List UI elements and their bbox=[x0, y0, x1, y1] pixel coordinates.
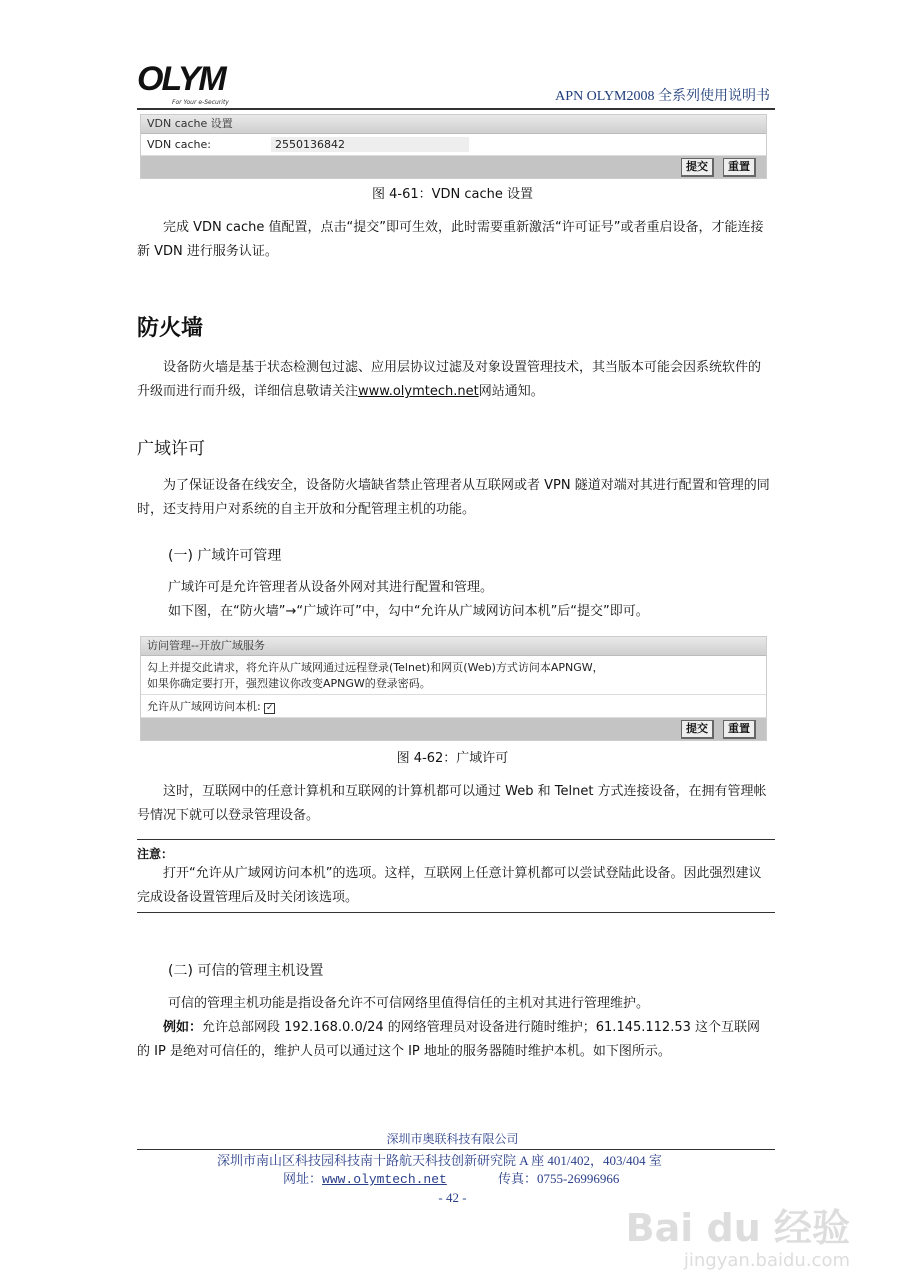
paragraph bbox=[137, 1016, 770, 1064]
panel-title: 访问管理--开放广域服务 bbox=[141, 637, 766, 656]
paragraph: 这时，互联网中的任意计算机和互联网的计算机都可以通过 Web 和 Telnet 方式连接设备，在拥有管理帐号情况下就可以登录管理设备。 bbox=[137, 784, 767, 823]
note-title: 注意： bbox=[137, 847, 174, 861]
wan-access-panel bbox=[140, 636, 767, 741]
vdn-cache-panel bbox=[140, 114, 767, 179]
panel-footer bbox=[141, 718, 766, 740]
subsection-heading: 广域许可 bbox=[137, 439, 205, 459]
page-number: - 42 - bbox=[438, 1190, 467, 1205]
reset-button[interactable]: 重置 bbox=[723, 720, 756, 739]
checkbox-row bbox=[141, 695, 766, 718]
header-rule bbox=[137, 108, 775, 110]
checkbox-label: 允许从广域网访问本机: bbox=[147, 700, 261, 713]
vdn-label: VDN cache: bbox=[147, 138, 212, 151]
section-heading: 防火墙 bbox=[137, 316, 204, 341]
note-text: 打开“允许从广域网访问本机”的选项。这样，互联网上任意计算机都可以尝试登陆此设备。因此强烈建议完成设备设置管理后及时关闭该选项。 bbox=[137, 866, 762, 905]
paragraph-text: 设备防火墙是基于状态检测包过滤、应用层协议过滤及对象设置管理技术，其当版本可能会因系统软件的升级而进行而升级，详细信息敬请关注 bbox=[137, 360, 762, 399]
paragraph-text: 网站通知。 bbox=[478, 384, 544, 399]
paragraph: 为了保证设备在线安全，设备防火墙缺省禁止管理者从互联网或者 VPN 隧道对端对其进行配置和管理的同时，还支持用户对系统的自主开放和分配管理主机的功能。 bbox=[137, 478, 770, 517]
note-rule-top bbox=[137, 839, 775, 840]
paragraph: 如下图，在“防火墙”→“广域许可”中，勾中“允许从广域网访问本机”后“提交”即可。 bbox=[168, 604, 649, 619]
figure-caption: 图 4-61：VDN cache 设置 bbox=[371, 187, 534, 202]
panel-title: VDN cache 设置 bbox=[141, 115, 766, 134]
submit-button[interactable]: 提交 bbox=[681, 158, 714, 177]
figure-caption: 图 4-62：广域许可 bbox=[396, 751, 509, 766]
paragraph: 广域许可是允许管理者从设备外网对其进行配置和管理。 bbox=[168, 580, 494, 595]
website-link[interactable]: www.olymtech.net bbox=[358, 384, 479, 399]
vdn-row bbox=[141, 134, 766, 156]
footer-web bbox=[283, 1170, 447, 1188]
footer-web-link[interactable]: www.olymtech.net bbox=[322, 1172, 447, 1187]
footer-rule bbox=[137, 1149, 775, 1150]
watermark-url: jingyan.baidu.com bbox=[683, 1250, 850, 1271]
allow-wan-checkbox[interactable]: ✓ bbox=[265, 703, 274, 713]
paragraph: 完成 VDN cache 值配置，点击“提交”即可生效，此时需要重新激活“许可证号”或者重启设备，才能连接新 VDN 进行服务认证。 bbox=[137, 220, 764, 259]
paragraph: 可信的管理主机功能是指设备允许不可信网络里值得信任的主机对其进行管理维护。 bbox=[168, 996, 650, 1011]
web-label: 网址： bbox=[283, 1171, 323, 1186]
vdn-cache-input[interactable]: 2550136842 bbox=[271, 137, 469, 152]
paragraph bbox=[137, 356, 770, 404]
submit-button[interactable]: 提交 bbox=[681, 720, 714, 739]
logo-tagline: For Your e-Security bbox=[172, 99, 229, 106]
notice-line: 如果你确定要打开，强烈建议你改变APNGW的登录密码。 bbox=[147, 677, 431, 690]
header-title: APN OLYM2008 全系列使用说明书 bbox=[555, 89, 770, 104]
notice-line: 勾上并提交此请求，将允许从广域网通过远程登录(Telnet)和网页(Web)方式访问本APNGW， bbox=[147, 661, 604, 674]
footer-company: 深圳市奥联科技有限公司 bbox=[386, 1132, 519, 1146]
footer-fax: 传真：0755-26996966 bbox=[498, 1171, 620, 1186]
note-rule-bottom bbox=[137, 912, 775, 913]
panel-footer bbox=[141, 156, 766, 178]
baidu-watermark: Bai du 经验 bbox=[625, 1206, 850, 1250]
paragraph-text: 允许总部网段 192.168.0.0/24 的网络管理员对设备进行随时维护；61.145.112.53 这个互联网的 IP 是绝对可信任的，维护人员可以通过这个 IP 地址的服务器随时维护本机。如下图所示。 bbox=[137, 1020, 761, 1059]
olym-logo: OLYM bbox=[137, 60, 225, 98]
reset-button[interactable]: 重置 bbox=[723, 158, 756, 177]
subsection-heading: (二) 可信的管理主机设置 bbox=[168, 963, 324, 979]
subsection-heading: (一) 广域许可管理 bbox=[168, 548, 282, 564]
footer-address: 深圳市南山区科技园科技南十路航天科技创新研究院 A 座 401/402，403/404 室 bbox=[217, 1153, 662, 1168]
example-label: 例如： bbox=[163, 1020, 203, 1035]
notice-row bbox=[141, 656, 766, 695]
